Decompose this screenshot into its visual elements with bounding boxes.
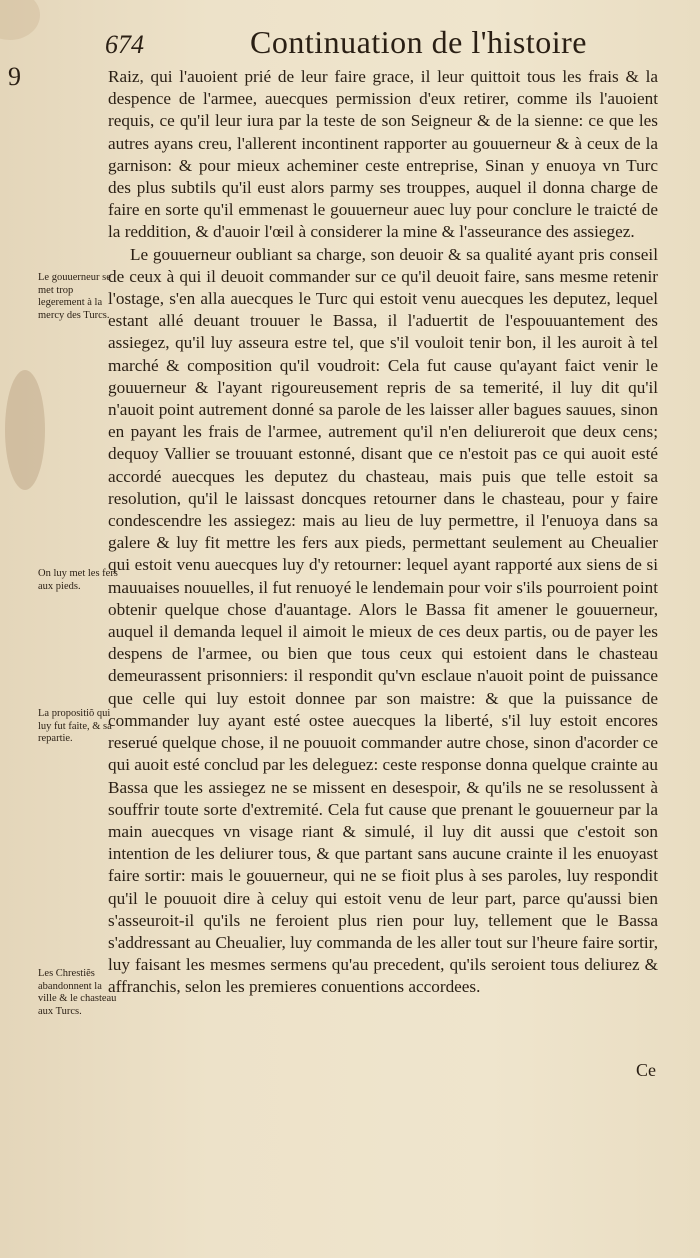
margin-mark: 9 — [8, 62, 21, 91]
paragraph-2: Le gouuerneur oubliant sa charge, son deuoir & sa qualité ayant pris conseil de ceux à qui il deuoit commander sur ce qu'il deuoit faire, sans mesme retenir l'ostage, s'en alla auecques le Turc qui estoit venu auecques les deputez, lequel estant allé deuant trouuer le Bassa, il l'aduertit de l'espouuantement des assiegez, qu'il luy asseura estre tel, que s'il vouloit tenir bon, il les auroit à tel marché & composition qu'il voudroit: Cela fut cause qu'ayant faict venir le gouuerneur & l'ayant rigoureusement repris de sa temerité, il luy dit qu'il n'auoit point autrement donné sa parole de les laisser aller bagues sauues, sinon en payant les frais de l'armee, autrement qu'il n'en deliureroit que deux cens; dequoy Vallier se trouuant estonné, disant que ce n'estoit pas ce qui auoit esté accordé auecques les deputez du chasteau, mais puis que telle estoit sa resolution, qu'il le laissast doncques retourner dans le chasteau, pour y faire condescendre les assiegez: mais au lieu de luy permettre, il l'enuoya dans sa galere & luy fit mettre les fers aux pieds, permettant seulement au Cheualier qui estoit venu auecques luy d'y retourner: lequel ayant rapporté aux siens de si mauuaises nouuelles, il fut renuoyé le lendemain pour voir s'ils pourroient point obtenir quelque chose d'auantage. Alors le Bassa fit amener le gouuerneur, auquel il demanda lequel il aimoit le mieux de ces deux partis, ou de payer les despens de l'armee, ou bien que tous ceux qui estoient dans le chasteau demeurassent prisonniers: il respondit qu'vn esclaue n'auoit point de puissance que celle qui luy estoit donnee par son maistre: & que la puissance de commander luy ayant esté ostee auecques la liberté, s'il luy estoit encores reserué quelque chose, il ne pouuoit commander autre chose, sinon d'acorder ce qui auoit esté conclud par les deleguez: ceste response donna quelque crainte au Bassa que les assiegez ne se missent en desespoir, & qu'ils ne se resolussent à souffrir toute sorte d'extremité. Cela fut cause que prenant le gouuerneur par la main auecques vn visage riant & simulé, il luy dit aussi que c'estoit son intention de les deliurer tous, & que partant sans aucune crainte il les enuoyast faire sortir: mais le gouuerneur, qui ne se fioit plus à ses paroles, luy respondit qu'il le pouuoit dire à celuy qui estoit venu de leur part, parce qu'aussi bien s'asseuroit-il qu'ils ne feroient plus rien pour luy, tellement que le Bassa s'addressant au Cheualier, luy commanda de les aller tout sur l'heure faire sortir, luy faisant les mesmes sermens qu'au precedent, qu'ils seroient tous deliurez & affranchis, selon les premieres conuentions accordees. — [108, 244, 658, 997]
page-header — [105, 18, 665, 68]
paper-stain — [0, 0, 40, 40]
paper-stain — [5, 370, 45, 490]
body-text — [108, 66, 658, 999]
margin-note-2: On luy met les fers aux pieds. — [38, 568, 118, 592]
running-title: Continuation de l'histoire — [250, 24, 587, 60]
margin-note-1: Le gouuerneur se met trop legerement à la mercy des Turcs. — [38, 272, 111, 321]
catchword: Ce — [636, 1060, 656, 1080]
margin-note-4: Les Chrestiẽs abandonnent la ville & le chasteau aux Turcs. — [38, 968, 117, 1017]
margin-note-3: La propositiõ qui luy fut faite, & sa repartie. — [38, 708, 112, 744]
paragraph-1: Raiz, qui l'auoient prié de leur faire grace, il leur quittoit tous les frais & la despence de l'armee, auecques permission d'eux retirer, comme ils l'auoient requis, ce qu'il leur iura par la teste de son Seigneur & de la sienne: ce que les autres ayans creu, l'allerent incontinent rapporter au gouuerneur & à ceux de la garnison: & pour mieux acheminer ceste entreprise, Sinan y enuoya vn Turc des plus subtils qu'il eust alors parmy ses trouppes, auquel il donna charge de faire en sorte qu'il emmenast le gouuerneur auec luy pour conclure le traicté de la reddition, & d'auoir l'œil à considerer la mine & l'asseurance des assiegez. — [108, 67, 658, 242]
page-number: 674 — [105, 30, 144, 59]
